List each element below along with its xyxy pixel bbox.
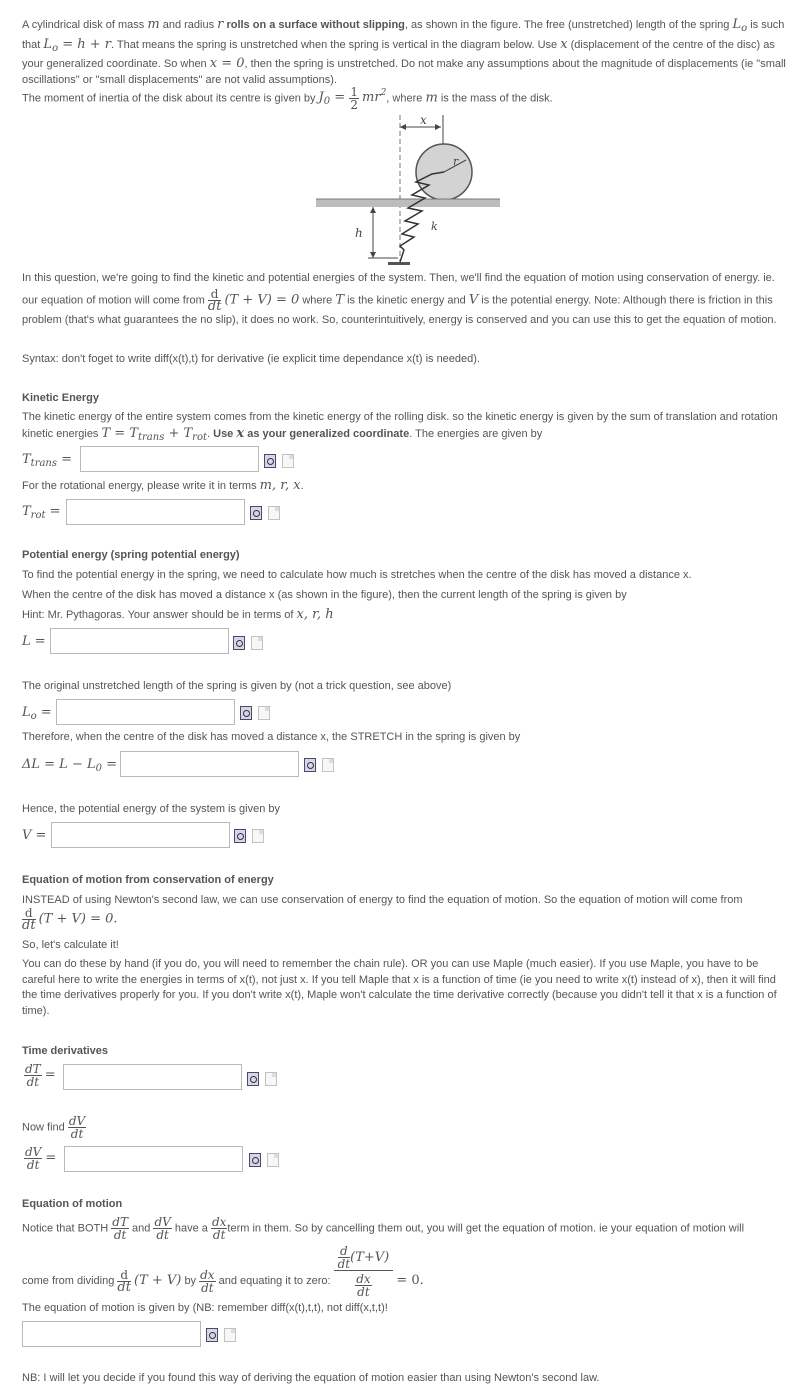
rotational-note: For the rotational energy, please write it in terms m, r, x. xyxy=(22,478,304,493)
potential-hint: Hint: Mr. Pythagoras. Your answer should be in terms of x, r, h xyxy=(22,607,334,622)
method-paragraph-2: our equation of motion will come from $\frac{d}{dt}$ (T + V) = 0 where T is the kinetic energy and V is the potential energy. Note: Although there is friction in this xyxy=(22,287,773,314)
equation-editor-icon[interactable] xyxy=(249,1153,261,1167)
potential-paragraph-1: To find the potential energy in the spring, we need to calculate how much is stretches when the centre of the disk has moved a distance x. xyxy=(22,569,692,581)
unstretched-length-paragraph: The original unstretched length of the spring is given by (not a trick question, see above) xyxy=(22,680,452,692)
t-rot-label: $T_{rot}$ = xyxy=(22,504,61,521)
lo-input[interactable] xyxy=(56,699,235,725)
potential-energy-heading: Potential energy (spring potential energy) xyxy=(22,549,240,561)
preview-icon[interactable] xyxy=(265,1072,277,1086)
potential-paragraph-2: When the centre of the disk has moved a distance x (as shown in the figure), then the current length of the spring is given by xyxy=(22,589,627,601)
x-label: x xyxy=(420,113,427,127)
eom-energy-paragraph-2: So, let's calculate it! xyxy=(22,939,119,951)
final-note: NB: I will let you decide if you found this way of deriving the equation of motion easier than using Newton's second law. xyxy=(22,1372,600,1384)
delta-l-input[interactable] xyxy=(120,751,299,777)
equation-editor-icon[interactable] xyxy=(247,1072,259,1086)
preview-icon[interactable] xyxy=(224,1328,236,1342)
equation-editor-icon[interactable] xyxy=(304,758,316,772)
equation-editor-icon[interactable] xyxy=(234,829,246,843)
l-input[interactable] xyxy=(50,628,229,654)
v-input[interactable] xyxy=(51,822,230,848)
intro-paragraph: A cylindrical disk of mass m and radius r rolls on a surface without slipping, as shown in the figure. The free (unstretched) length of the spring $L_o$ is such that $L_o = h + r$. That means the spring is unstretched when the spring is vertical in the diagram below. Use x (displacement of the centre of the disc) as your generalized coordinate. So when x = 0, then the spring is unstretched. Do not make any assumptions about the magnitude of displacements (ie "small oscillations" or "small displacements" are not valid assumptions). xyxy=(22,17,786,86)
t-rot-input[interactable] xyxy=(66,499,245,525)
preview-icon[interactable] xyxy=(268,506,280,520)
preview-icon[interactable] xyxy=(282,454,294,468)
equation-editor-icon[interactable] xyxy=(264,454,276,468)
potential-energy-paragraph: Hence, the potential energy of the system is given by xyxy=(22,803,281,815)
now-find-label: Now find $\frac{dV}{dt}$ xyxy=(22,1114,86,1141)
time-derivatives-heading: Time derivatives xyxy=(22,1045,109,1057)
stretch-paragraph: Therefore, when the centre of the disk has moved a distance x, the STRETCH in the spring is given by xyxy=(22,731,521,743)
method-paragraph-3: problem (that's what guarantees the no slip), it does no work. So, counterintuitively, energy is conserved and you can use this to get the equation of motion. xyxy=(22,314,777,326)
l-label: L = xyxy=(22,634,46,649)
kinetic-paragraph: The kinetic energy of the entire system comes from the kinetic energy of the rolling disk. so the kinetic energy is given by the sum of translation and rotation kinetic energies $T = T_{trans} + T_{rot}$. Use x as your generalized coordinate. The energies are given by xyxy=(22,411,778,443)
eom-instruction: The equation of motion is given by (NB: remember diff(x(t),t,t), not diff(x,t,t)! xyxy=(22,1302,388,1314)
preview-icon[interactable] xyxy=(322,758,334,772)
dT-dt-input[interactable] xyxy=(63,1064,242,1090)
v-label: V = xyxy=(22,828,47,843)
dT-dt-label: $\frac{dT}{dt}$ = xyxy=(25,1062,56,1089)
equation-editor-icon[interactable] xyxy=(250,506,262,520)
dV-dt-input[interactable] xyxy=(64,1146,243,1172)
t-trans-label: $T_{trans}$ = xyxy=(22,452,73,469)
equation-of-motion-heading: Equation of motion xyxy=(22,1198,123,1210)
energy-conservation-equation: $\frac{d}{dt}$ (T + V) = 0. xyxy=(22,906,118,933)
big-fraction: $\frac{d}{dt}$ (T+V) $\frac{dx}{dt}$ xyxy=(334,1245,394,1298)
kinetic-energy-heading: Kinetic Energy xyxy=(22,392,100,404)
equation-editor-icon[interactable] xyxy=(240,706,252,720)
dV-dt-label: $\frac{dV}{dt}$ = xyxy=(25,1145,57,1172)
ground-surface xyxy=(316,199,500,207)
preview-icon[interactable] xyxy=(258,706,270,720)
equation-editor-icon[interactable] xyxy=(233,636,245,650)
eom-energy-paragraph-3: You can do these by hand (if you do, you will need to remember the chain rule). OR you can use Maple (much easier). If you use Maple, you have to be careful here to write the energies in terms of x(t), not just x. If you tell Maple that x is a function of time (ie you need to write x(t) instead of x), then it will find the time derivatives properly for you. If you don't write x(t), Maple won't calculate the time derivative correctly (because you didn't tell it that x is a function of time). xyxy=(22,958,777,1017)
eom-input[interactable] xyxy=(22,1321,201,1347)
t-trans-input[interactable] xyxy=(80,446,259,472)
syntax-note: Syntax: don't foget to write diff(x(t),t) for derivative (ie explicit time dependance x(t) is needed). xyxy=(22,353,480,365)
preview-icon[interactable] xyxy=(252,829,264,843)
preview-icon[interactable] xyxy=(267,1153,279,1167)
preview-icon[interactable] xyxy=(251,636,263,650)
eom-paragraph-1: Notice that BOTH $\frac{dT}{dt}$ and $\frac{dV}{dt}$ have a $\frac{dx}{dt}$ term in them. So by cancelling them out, you will get the equation of motion. ie your equation of motion will xyxy=(22,1215,745,1242)
delta-l-label: $\Delta L = L - L_0$ = xyxy=(22,757,118,774)
lo-label: $L_o$ = xyxy=(22,705,52,722)
eom-paragraph-2: come from dividing $\frac{d}{dt}$ (T + V) by $\frac{dx}{dt}$ and equating it to zero: $\frac{d}{dt}$ (T+V) $\frac{dx}{dt}$ = 0. xyxy=(22,1244,424,1299)
moment-of-inertia-paragraph: The moment of inertia of the disk about its centre is given by $J_0$ = $\frac{1}{2}$ $mr^2$, where m is the mass of the disk. xyxy=(22,85,553,112)
spring-anchor xyxy=(388,262,410,265)
k-label: k xyxy=(431,220,438,233)
method-paragraph-1: In this question, we're going to find the kinetic and potential energies of the system. Then, we'll find the equation of motion using conservation of energy. ie. xyxy=(22,272,775,284)
eom-energy-heading: Equation of motion from conservation of energy xyxy=(22,874,274,886)
equation-editor-icon[interactable] xyxy=(206,1328,218,1342)
eom-energy-paragraph-1: INSTEAD of using Newton's second law, we can use conservation of energy to find the equation of motion. So the equation of motion will come from xyxy=(22,894,743,906)
r-label: r xyxy=(453,155,459,168)
rolling-disk-figure xyxy=(310,110,510,270)
h-label: h xyxy=(355,226,363,240)
